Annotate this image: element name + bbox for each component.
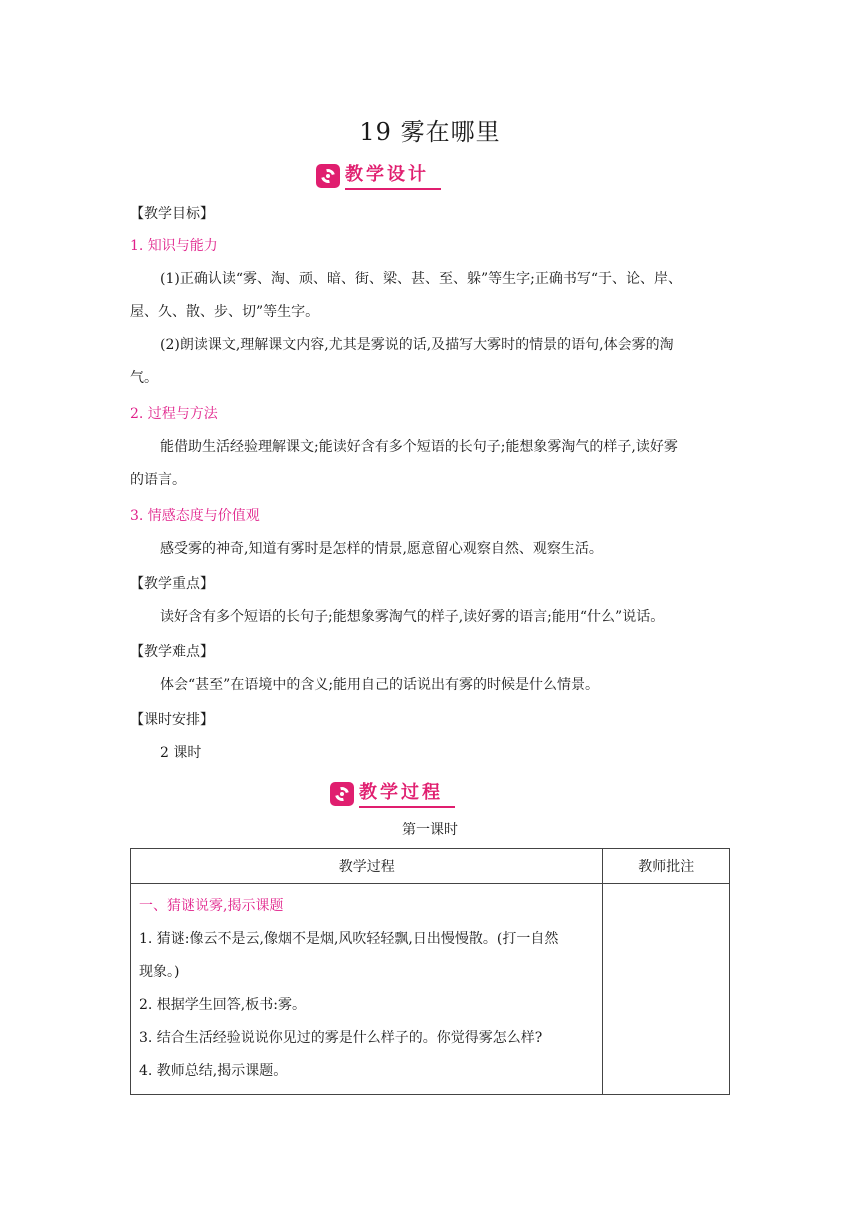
design-banner-label: 教学设计 [345, 163, 441, 190]
process-banner [330, 778, 455, 808]
goal-knowledge-p2a: (2)朗读课文,理解课文内容,尤其是雾说的话,及描写大雾时的情景的语句,体会雾的淘 [160, 337, 674, 353]
section-logo-icon [316, 164, 340, 188]
goal-knowledge-p1b: 屋、久、散、步、切”等生字。 [130, 304, 320, 320]
process-step-4: 4. 教师总结,揭示课题。 [139, 1063, 288, 1079]
goal-method-pa: 能借助生活经验理解课文;能读好含有多个短语的长句子;能想象雾淘气的样子,读好雾 [160, 439, 678, 455]
goals-heading: 【教学目标】 [130, 206, 214, 222]
design-banner [316, 160, 441, 190]
goal-knowledge-p1a: (1)正确认读“雾、淘、顽、暗、街、梁、甚、至、躲”等生字;正确书写“于、论、岸、 [160, 271, 683, 287]
goal-method-heading: 2. 过程与方法 [130, 406, 218, 422]
process-step-1a: 1. 猜谜:像云不是云,像烟不是烟,风吹轻轻飘,日出慢慢散。(打一自然 [139, 931, 559, 947]
goal-method-pb: 的语言。 [130, 472, 186, 488]
process-cell [131, 884, 603, 1095]
process-step-3: 3. 结合生活经验说说你见过的雾是什么样子的。你觉得雾怎么样? [139, 1030, 543, 1046]
difficulty-heading: 【教学难点】 [130, 644, 214, 660]
process-step-1b: 现象。) [139, 964, 180, 980]
goal-attitude-p: 感受雾的神奇,知道有雾时是怎样的情景,愿意留心观察自然、观察生活。 [160, 541, 603, 557]
goal-attitude-heading: 3. 情感态度与价值观 [130, 508, 260, 524]
goal-knowledge-p2b: 气。 [130, 370, 158, 386]
goal-knowledge-heading: 1. 知识与能力 [130, 238, 218, 254]
notes-cell [603, 884, 730, 1095]
process-section-heading: 一、猜谜说雾,揭示课题 [139, 898, 284, 914]
key-paragraph: 读好含有多个短语的长句子;能想象雾淘气的样子,读好雾的语言;能用“什么”说话。 [160, 609, 665, 625]
table-header-process: 教学过程 [131, 849, 603, 884]
process-step-2: 2. 根据学生回答,板书:雾。 [139, 997, 306, 1013]
table-row [131, 884, 730, 1095]
schedule-paragraph: 2 课时 [160, 745, 202, 761]
process-banner-label: 教学过程 [359, 781, 455, 808]
table-header-row [131, 849, 730, 884]
lesson-table [130, 848, 730, 1095]
difficulty-paragraph: 体会“甚至”在语境中的含义;能用自己的话说出有雾的时候是什么情景。 [160, 677, 600, 693]
key-heading: 【教学重点】 [130, 576, 214, 592]
table-header-notes: 教师批注 [603, 849, 730, 884]
section-logo-icon [330, 782, 354, 806]
schedule-heading: 【课时安排】 [130, 712, 214, 728]
lesson-label: 第一课时 [402, 822, 458, 838]
page-title: 19 雾在哪里 [359, 118, 501, 146]
